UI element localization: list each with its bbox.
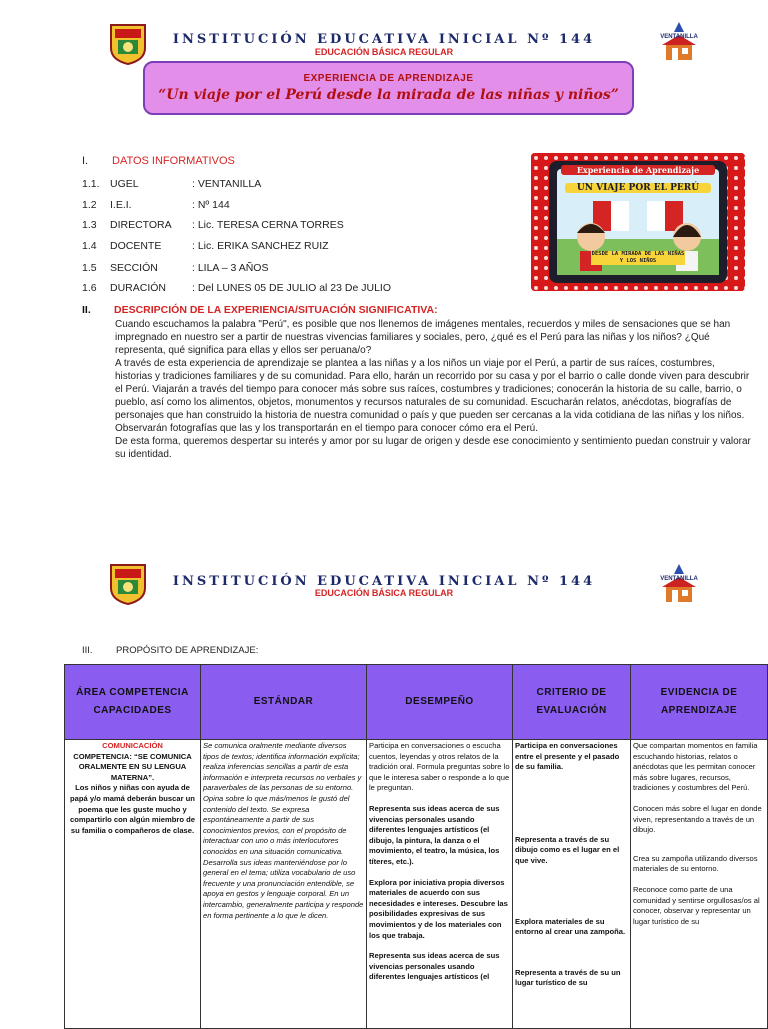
- desempeno-1: Participa en conversaciones o escucha cuentos, leyendas y otros relatos de la tradición oral. Formula preguntas sobre lo que le interesa saber o responde a lo que le preguntan.: [369, 741, 510, 793]
- info-key: DOCENTE: [110, 240, 162, 252]
- evidencia-3: Crea su zampoña utilizando diversos materiales de su entorno.: [633, 853, 758, 874]
- cell-evidencia: [631, 740, 768, 1029]
- section-2-title: DESCRIPCIÓN DE LA EXPERIENCIA/SITUACIÓN SIGNIFICATIVA:: [114, 304, 438, 316]
- header-criterio: CRITERIO DE EVALUACIÓN: [513, 665, 631, 740]
- info-num: 1.1.: [82, 178, 100, 190]
- poster-bottom-label: DESDE LA MIRADA DE LAS NIÑAS Y LOS NIÑOS: [591, 251, 685, 264]
- info-key: I.E.I.: [110, 199, 132, 211]
- poster-title: UN VIAJE POR EL PERÚ: [565, 183, 711, 193]
- header-area: ÁREA COMPETENCIA CAPACIDADES: [65, 665, 201, 740]
- section-1-heading: [82, 155, 235, 167]
- experience-poster-image: [531, 153, 745, 291]
- area-name: COMUNICACIÓN: [102, 741, 163, 750]
- info-row-duracion: [82, 282, 391, 294]
- table-header-row: [65, 665, 768, 740]
- info-value: : Lic. TERESA CERNA TORRES: [192, 219, 344, 231]
- section-3-heading: [82, 645, 258, 656]
- info-key: SECCIÓN: [110, 262, 158, 274]
- evidencia-2: Conocen más sobre el lugar en donde viven, representando a través de un dibujo.: [633, 803, 762, 835]
- area-description: Los niños y niñas con ayuda de papá y/o mamá deberán buscar un poema que les guste mucho y compartirlo con algún miembro de su familia o compañeros de clase.: [70, 783, 195, 835]
- header-desempeno: DESEMPEÑO: [367, 665, 513, 740]
- info-num: 1.5: [82, 262, 97, 274]
- section-1-title: DATOS INFORMATIVOS: [112, 155, 235, 167]
- education-level-2: EDUCACIÓN BÁSICA REGULAR: [314, 588, 454, 598]
- school-name: INSTITUCIÓN EDUCATIVA INICIAL Nº 144: [172, 32, 596, 47]
- criterio-2: Representa a través de su dibujo como es el lugar en el que vive.: [515, 834, 620, 865]
- competencia-text: COMPETENCIA: “SE COMUNICA ORALMENTE EN SU LENGUA MATERNA”.: [73, 751, 192, 782]
- school-name-2: INSTITUCIÓN EDUCATIVA INICIAL Nº 144: [172, 574, 596, 589]
- ventanilla-label-2: VENTANILLA: [660, 576, 698, 582]
- desempeno-3: Explora por iniciativa propia diversos materiales de acuerdo con sus necesidades e intereses. Descubre las posibilidades expresivas de sus movimientos y de los materiales con los que trabaja.: [369, 877, 508, 940]
- banner-label: EXPERIENCIA DE APRENDIZAJE: [303, 73, 474, 84]
- section-2-body: [115, 318, 751, 461]
- paragraph-2: A través de esta experiencia de aprendizaje se plantea a las niñas y a los niños un viaje por el Perú, a partir de sus raíces, costumbres, historias y tradiciones familiares y de su comunidad. Para ello, harán un recorrido por su casa y por el barrio o calle donde viven para descubrir el Perú. Viajarán a través del tiempo para conocer más sobre sus raíces, costumbres y tradiciones; conocerán la historia de su calle, barrio, o pueblo, así como los alimentos, objetos, monumentos y recursos naturales de su comunidad. Escucharán relatos, anécdotas, biografías de personajes que han construido la historia de nuestra comunidad o país y que pueden ser cercanas a la vida cotidiana de las niñas y los niños. Observarán fotografías que las y los transportarán en el tiempo para conocer cómo era el Perú.: [115, 358, 750, 434]
- banner-title: “Un viaje por el Perú desde la mirada de las niñas y niños”: [158, 87, 619, 103]
- ventanilla-label: VENTANILLA: [660, 34, 698, 40]
- section-3-num: III.: [82, 645, 93, 656]
- cell-desempeno: [367, 740, 513, 1029]
- info-value: : Nº 144: [192, 199, 230, 211]
- criterio-3: Explora materiales de su entorno al crear una zampoña.: [515, 916, 626, 937]
- info-row-ugel: [82, 178, 261, 190]
- poster-top-label: Experiencia de Aprendizaje: [561, 165, 715, 175]
- info-row-iei: [82, 199, 230, 211]
- desempeno-2: Representa sus ideas acerca de sus vivencias personales usando diferentes lenguajes artísticos (el dibujo, la pintura, la danza o el movimiento, el teatro, la música, los títeres, etc.).: [369, 803, 500, 866]
- info-row-directora: [82, 219, 344, 231]
- info-row-docente: [82, 240, 329, 252]
- criterio-4: Representa a través de su un lugar turístico de su: [515, 967, 621, 988]
- info-num: 1.6: [82, 282, 97, 294]
- info-num: 1.4: [82, 240, 97, 252]
- cell-area: [65, 740, 201, 1029]
- ventanilla-logo-right: [650, 18, 708, 64]
- info-key: DURACIÓN: [110, 282, 167, 294]
- header-evidencia: EVIDENCIA DE APRENDIZAJE: [631, 665, 768, 740]
- section-2-heading: [82, 304, 438, 316]
- ventanilla-logo-right-2: [650, 560, 708, 606]
- cell-estandar: Se comunica oralmente mediante diversos tipos de textos; identifica información explícita; realiza inferencias sencillas a partir de esta información e interpreta recursos no verbales y paraverbales de las personas de su entorno. Opina sobre lo que más/menos le gustó del contenido del texto. Se expresa espontáneamente a partir de sus conocimientos previos, con el propósito de interactuar con uno o más interlocutores conocidos en una situación comunicativa. Desarrolla sus ideas manteniéndose por lo general en el tema; utiliza vocabulario de uso frecuente y una pronunciación entendible, se apoya en gestos y lenguaje corporal. En un intercambio, generalmente participa y responde en forma pertinente a lo que le dicen.: [201, 740, 367, 1029]
- header-estandar: ESTÁNDAR: [201, 665, 367, 740]
- section-2-num: II.: [82, 304, 91, 316]
- info-value: : VENTANILLA: [192, 178, 262, 190]
- education-level: EDUCACIÓN BÁSICA REGULAR: [314, 47, 454, 57]
- table-row: [65, 740, 768, 1029]
- section-3-title: PROPÓSITO DE APRENDIZAJE:: [116, 645, 259, 656]
- info-value: : Lic. ERIKA SANCHEZ RUIZ: [192, 240, 329, 252]
- info-key: DIRECTORA: [110, 219, 172, 231]
- evidencia-1: Que compartan momentos en familia escuchando historias, relatos o anécdotas que les permitan conocer más sobre lugares, recursos, tradiciones y costumbres del Perú.: [633, 741, 758, 793]
- criterio-1: Participa en conversaciones entre el presente y el pasado de su familia.: [515, 741, 620, 772]
- learning-purpose-table: [64, 664, 768, 1029]
- evidencia-4: Reconoce como parte de una comunidad y sentirse orgullosas/os al conocer, observar y representar un lugar turístico de su: [633, 884, 760, 926]
- paragraph-1: Cuando escuchamos la palabra "Perú", es posible que nos llenemos de imágenes mentales, recuerdos y miles de sensaciones que se han impregnado en nuestro ser a partir de nuestras vivencias familiares y sociales, pero, ¿qué es el Perú para las niñas y los niños? ¿Qué representa, qué significa para ellas y ellos ser peruana/o?: [115, 319, 731, 356]
- info-num: 1.3: [82, 219, 97, 231]
- info-num: 1.2: [82, 199, 97, 211]
- info-key: UGEL: [110, 178, 139, 190]
- info-value: : Del LUNES 05 DE JULIO al 23 De JULIO: [192, 282, 391, 294]
- section-1-num: I.: [82, 155, 89, 167]
- info-value: : LILA – 3 AÑOS: [192, 262, 269, 274]
- experience-banner: [143, 61, 634, 115]
- paragraph-3: De esta forma, queremos despertar su interés y amor por su lugar de origen y desde ese conocimiento y sentimiento puedan construir y valorar su identidad.: [115, 436, 751, 460]
- desempeno-4: Representa sus ideas acerca de sus vivencias personales usando diferentes lenguajes artísticos (el: [369, 951, 500, 982]
- info-row-seccion: [82, 262, 268, 274]
- cell-criterio: [513, 740, 631, 1029]
